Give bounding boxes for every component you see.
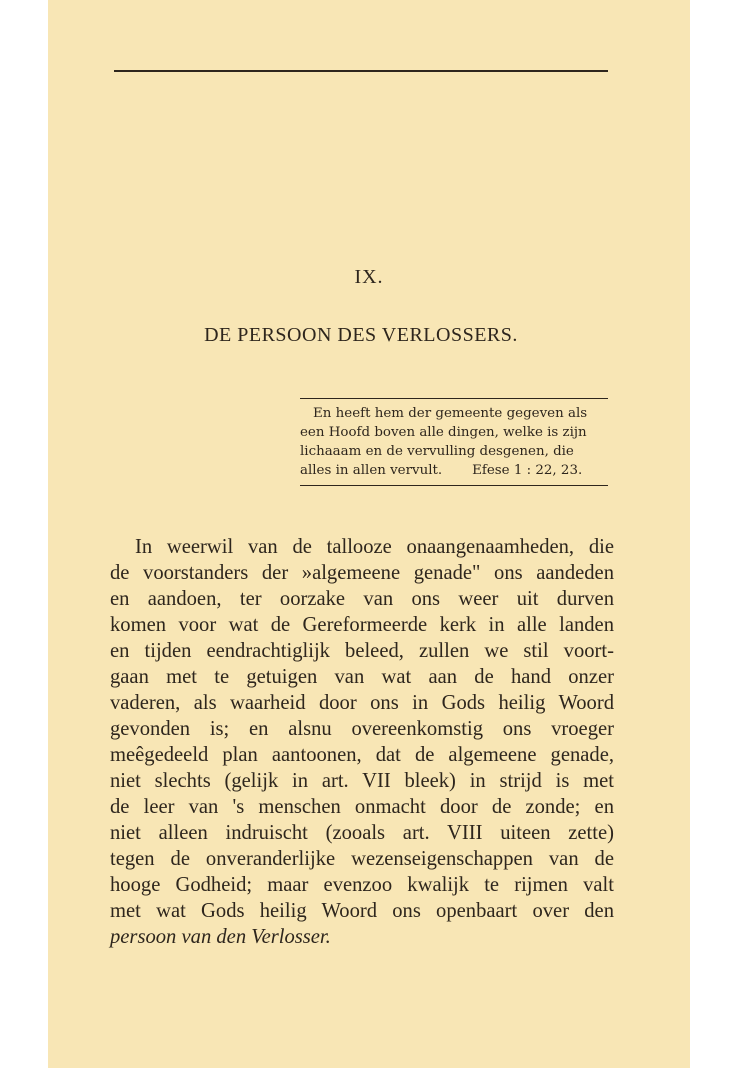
body-line: niet slechts (gelijk in art. VII bleek) in strijd is met xyxy=(110,770,614,792)
body-line: met wat Gods heilig Woord ons openbaart over den xyxy=(110,900,614,922)
epigraph-last-line xyxy=(300,461,608,480)
chapter-number: IX. xyxy=(354,266,384,288)
body-line: In weerwil van de tallooze onaangenaamheden, die xyxy=(135,536,614,558)
top-rule xyxy=(114,70,608,72)
body-line: en aandoen, ter oorzake van ons weer uit durven xyxy=(110,588,614,610)
body-line: vaderen, als waarheid door ons in Gods heilig Woord xyxy=(110,692,614,714)
body-line: en tijden eendrachtiglijk beleed, zullen we stil voort- xyxy=(110,640,614,662)
body-line: de voorstanders der »algemeene genade" ons aandeden xyxy=(110,562,614,584)
epigraph-reference: Efese 1 : 22, 23. xyxy=(472,463,583,478)
book-page xyxy=(48,0,690,1068)
body-paragraph xyxy=(110,534,614,950)
chapter-title: DE PERSOON DES VERLOSSERS. xyxy=(204,324,518,346)
epigraph-line: En heeft hem der gemeente gegeven als xyxy=(313,406,588,421)
body-line: gevonden is; en alsnu overeenkomstig ons vroeger xyxy=(110,718,614,740)
body-line: komen voor wat de Gereformeerde kerk in alle landen xyxy=(110,614,614,636)
epigraph-bottom-rule xyxy=(300,485,608,486)
epigraph-text xyxy=(300,404,608,480)
body-line: niet alleen indruischt (zooals art. VIII uiteen zette) xyxy=(110,822,614,844)
body-line: gaan met te getuigen van wat aan de hand onzer xyxy=(110,666,614,688)
epigraph xyxy=(300,398,608,486)
body-line: de leer van 's menschen onmacht door de zonde; en xyxy=(110,796,614,818)
epigraph-line: lichaaam en de vervulling desgenen, die xyxy=(300,444,574,459)
body-line: persoon van den Verlosser. xyxy=(110,926,331,948)
epigraph-line: een Hoofd boven alle dingen, welke is zijn xyxy=(300,425,587,440)
body-line: meêgedeeld plan aantoonen, dat de algemeene genade, xyxy=(110,744,614,766)
epigraph-line: alles in allen vervult. xyxy=(300,463,443,478)
body-line: hooge Godheid; maar evenzoo kwalijk te rijmen valt xyxy=(110,874,614,896)
body-line: tegen de onveranderlijke wezenseigenschappen van de xyxy=(110,848,614,870)
epigraph-top-rule xyxy=(300,398,608,399)
